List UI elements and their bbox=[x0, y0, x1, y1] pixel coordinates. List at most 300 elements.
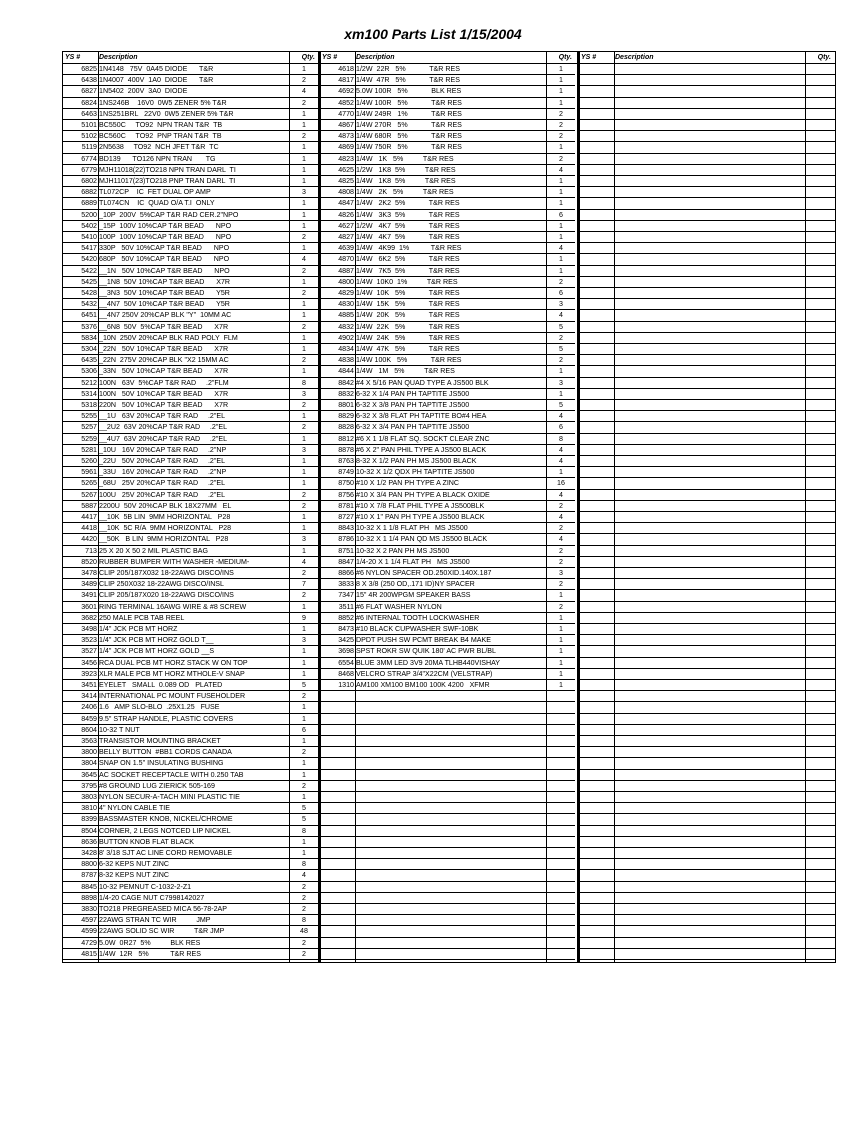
part-quantity: 1 bbox=[559, 266, 563, 275]
part-description: 10-32 X 1/2 QDX PH TAPTITE JS500 bbox=[356, 468, 475, 477]
table-row bbox=[63, 445, 318, 456]
table-row bbox=[579, 758, 836, 769]
part-description: 22AWG SOLID SC WIR T&R JMP bbox=[99, 927, 225, 936]
table-row bbox=[320, 579, 575, 590]
part-number: 4817 bbox=[338, 76, 354, 85]
part-number: 8504 bbox=[81, 826, 97, 835]
part-description: 10-32 X 2 PAN PH MS JS500 bbox=[356, 546, 450, 555]
table-row bbox=[320, 288, 575, 299]
column-header-qty: Qty. bbox=[301, 54, 315, 61]
column-header-ys: YS # bbox=[322, 54, 338, 61]
table-row bbox=[320, 389, 575, 400]
part-description: 2N5638 TO92 NCH JFET T&R TC bbox=[99, 143, 219, 152]
part-quantity: 1 bbox=[302, 703, 306, 712]
table-row bbox=[63, 120, 318, 131]
part-quantity: 1 bbox=[302, 345, 306, 353]
part-number: 4639 bbox=[338, 244, 354, 253]
part-quantity: 1 bbox=[559, 613, 563, 622]
part-number: 4823 bbox=[338, 154, 354, 163]
part-quantity: 2 bbox=[302, 423, 306, 432]
part-number: 5200 bbox=[81, 210, 97, 219]
table-row bbox=[320, 736, 575, 747]
part-description: 8-32 X 1/2 PAN PH MS JS500 BLACK bbox=[356, 457, 477, 465]
table-row bbox=[579, 691, 836, 702]
part-quantity: 1 bbox=[559, 681, 563, 689]
part-description: 25 X 20 X 50 2 MIL PLASTIC BAG bbox=[99, 546, 208, 555]
part-description: MJH11018(22)TO218 NPN TRAN DARL TI bbox=[99, 165, 236, 174]
table-row bbox=[579, 232, 836, 243]
part-number: 4599 bbox=[81, 927, 97, 936]
part-number: 5420 bbox=[81, 255, 97, 264]
part-quantity: 1 bbox=[302, 793, 306, 801]
table-row bbox=[579, 277, 836, 288]
part-number: 4852 bbox=[338, 98, 354, 107]
part-quantity: 1 bbox=[302, 770, 306, 779]
part-number: 5255 bbox=[81, 412, 97, 421]
part-number: 3682 bbox=[81, 613, 97, 622]
table-row bbox=[63, 378, 318, 389]
part-number: 4417 bbox=[81, 513, 97, 521]
part-quantity: 4 bbox=[559, 311, 563, 320]
part-number: 6825 bbox=[81, 65, 97, 73]
part-number: 4800 bbox=[338, 277, 354, 286]
part-description: 1/4W 100R 5% T&R RES bbox=[356, 98, 462, 107]
table-row bbox=[63, 602, 318, 613]
table-row bbox=[320, 198, 575, 209]
table-row bbox=[320, 366, 575, 377]
part-description: 6-32 X 3/4 PAN PH TAPTITE JS500 bbox=[356, 423, 470, 432]
table-row bbox=[579, 613, 836, 624]
table-row bbox=[579, 949, 836, 960]
part-number: 3527 bbox=[81, 647, 97, 656]
part-number: 5887 bbox=[81, 501, 97, 510]
part-description: _33N 50V 10%CAP T&R BEAD X7R bbox=[99, 367, 229, 376]
part-quantity: 7 bbox=[302, 580, 306, 589]
part-description: #8 GROUND LUG ZIERICK 505-169 bbox=[99, 781, 215, 790]
part-quantity: 8 bbox=[559, 434, 563, 443]
part-number: 8520 bbox=[81, 557, 97, 566]
table-row bbox=[320, 590, 575, 601]
part-description: TL072CP IC FET DUAL OP AMP bbox=[99, 188, 211, 197]
table-row bbox=[579, 803, 836, 814]
part-number: 6463 bbox=[81, 109, 97, 118]
part-quantity: 1 bbox=[302, 669, 306, 678]
part-description: 1NS246B 16V0 0W5 ZENER 5% T&R bbox=[99, 98, 227, 107]
part-description: 8' 3/18 SJT AC LINE CORD REMOVABLE bbox=[99, 849, 233, 857]
table-row bbox=[320, 344, 575, 355]
part-number: 8786 bbox=[338, 535, 354, 544]
table-row bbox=[320, 814, 575, 825]
table-row bbox=[320, 557, 575, 568]
part-quantity: 1 bbox=[302, 177, 306, 185]
table-row bbox=[320, 131, 575, 142]
table-row bbox=[63, 221, 318, 232]
part-description: 1/4W 20K 5% T&R RES bbox=[356, 311, 460, 320]
part-number: 5267 bbox=[81, 490, 97, 499]
part-quantity: 1 bbox=[559, 98, 563, 107]
table-row bbox=[320, 165, 575, 176]
part-quantity: 1 bbox=[302, 434, 306, 443]
table-row bbox=[320, 792, 575, 803]
part-number: 5417 bbox=[81, 244, 97, 253]
part-number: 3425 bbox=[338, 636, 354, 645]
part-number: 6438 bbox=[81, 76, 97, 85]
table-row bbox=[579, 870, 836, 881]
part-quantity: 1 bbox=[302, 468, 306, 477]
part-description: 1/4W 100K 5% T&R RES bbox=[356, 356, 462, 365]
part-number: 4808 bbox=[338, 188, 354, 197]
table-row bbox=[579, 176, 836, 187]
part-number: 2406 bbox=[81, 703, 97, 712]
part-quantity: 3 bbox=[302, 389, 306, 398]
part-quantity: 2 bbox=[302, 938, 306, 947]
table-row bbox=[320, 142, 575, 153]
part-description: 15" 4R 200WPGM SPEAKER BASS bbox=[356, 591, 471, 600]
part-description: __4N7 50V 10%CAP T&R BEAD Y5R bbox=[99, 300, 230, 309]
part-quantity: 1 bbox=[559, 199, 563, 208]
part-quantity: 8 bbox=[302, 378, 306, 387]
part-description: 1/4W 680R 5% T&R RES bbox=[356, 132, 462, 141]
table-row bbox=[63, 792, 318, 803]
part-number: 5318 bbox=[81, 401, 97, 409]
part-description: #6 NYLON SPACER OD.250XID.140X.187 bbox=[356, 569, 492, 577]
table-row bbox=[320, 176, 575, 187]
part-quantity: 1 bbox=[302, 221, 306, 230]
table-row bbox=[320, 859, 575, 870]
part-number: 5265 bbox=[81, 479, 97, 488]
part-quantity: 5 bbox=[302, 804, 306, 813]
table-row bbox=[579, 333, 836, 344]
part-description: 5.0W 0R27 5% BLK RES bbox=[99, 938, 201, 947]
part-description: 4" NYLON CABLE TIE bbox=[99, 804, 170, 813]
part-quantity: 3 bbox=[559, 569, 563, 577]
table-row bbox=[63, 635, 318, 646]
part-quantity: 2 bbox=[559, 546, 563, 555]
part-description: SPST ROKR SW QUIK 180' AC PWR BL/BL bbox=[356, 647, 496, 656]
table-row bbox=[63, 411, 318, 422]
part-quantity: 16 bbox=[557, 479, 565, 488]
part-quantity: 1 bbox=[559, 636, 563, 645]
part-number: 6435 bbox=[81, 356, 97, 365]
table-row bbox=[320, 310, 575, 321]
part-description: #4 X 5/16 PAN QUAD TYPE A JS500 BLK bbox=[356, 378, 489, 387]
table-row bbox=[579, 64, 836, 75]
part-quantity: 1 bbox=[559, 143, 563, 152]
part-quantity: 6 bbox=[559, 289, 563, 297]
part-number: 4825 bbox=[338, 177, 354, 185]
part-quantity: 1 bbox=[302, 244, 306, 253]
table-row bbox=[579, 557, 836, 568]
part-quantity: 1 bbox=[302, 513, 306, 521]
table-row bbox=[320, 75, 575, 86]
table-row bbox=[320, 445, 575, 456]
part-number: 8751 bbox=[338, 546, 354, 555]
part-description: 1/4-20 CAGE NUT C7998142027 bbox=[99, 893, 205, 902]
part-number: 5260 bbox=[81, 457, 97, 465]
part-number: 3511 bbox=[338, 602, 354, 611]
part-number: 8829 bbox=[338, 412, 354, 421]
part-number: 4844 bbox=[338, 367, 354, 376]
part-description: 6-32 X 3/8 FLAT PH TAPTITE BO#4 HEA bbox=[356, 412, 487, 421]
part-description: DPDT PUSH SW PCMT BREAK B4 MAKE bbox=[356, 636, 491, 645]
part-number: 3498 bbox=[81, 625, 97, 633]
table-row bbox=[63, 579, 318, 590]
table-row bbox=[579, 490, 836, 501]
table-row bbox=[63, 254, 318, 265]
table-row bbox=[63, 288, 318, 299]
table-row bbox=[63, 210, 318, 221]
part-description: 1/2W 1K8 5% T&R RES bbox=[356, 165, 456, 174]
part-number: 7347 bbox=[338, 591, 354, 600]
table-row bbox=[579, 411, 836, 422]
part-number: 8852 bbox=[338, 613, 354, 622]
table-row bbox=[320, 870, 575, 881]
part-description: #6 INTERNAL TOOTH LOCKWASHER bbox=[356, 613, 480, 622]
table-row bbox=[63, 624, 318, 635]
part-number: 8604 bbox=[81, 725, 97, 734]
table-row bbox=[63, 613, 318, 624]
part-quantity: 2 bbox=[559, 132, 563, 141]
table-row bbox=[320, 602, 575, 613]
table-row bbox=[579, 926, 836, 937]
part-number: 8636 bbox=[81, 837, 97, 846]
part-quantity: 1 bbox=[559, 255, 563, 264]
table-row bbox=[320, 680, 575, 691]
part-description: __4N7 250V 20%CAP BLK "Y" 10MM AC bbox=[99, 311, 232, 320]
part-description: 1/4" JCK PCB MT HORZ bbox=[99, 625, 178, 633]
part-description: __1N8 50V 10%CAP T&R BEAD X7R bbox=[99, 277, 231, 286]
part-quantity: 2 bbox=[559, 154, 563, 163]
part-quantity: 1 bbox=[302, 625, 306, 633]
part-quantity: 1 bbox=[302, 457, 306, 465]
table-row bbox=[579, 512, 836, 523]
part-number: 3833 bbox=[338, 580, 354, 589]
table-row bbox=[320, 904, 575, 915]
table-row bbox=[320, 378, 575, 389]
part-description: 1/4W 47K 5% T&R RES bbox=[356, 345, 460, 353]
table-row bbox=[63, 658, 318, 669]
part-quantity: 4 bbox=[302, 871, 306, 880]
part-description: 1/4W 12R 5% T&R RES bbox=[99, 949, 201, 958]
table-row bbox=[320, 747, 575, 758]
table-row bbox=[579, 882, 836, 893]
part-description: _68U 25V 20%CAP T&R RAD .2"EL bbox=[99, 479, 226, 488]
parts-table bbox=[62, 51, 836, 963]
part-quantity: 1 bbox=[302, 837, 306, 846]
part-number: 1310 bbox=[338, 681, 354, 689]
part-quantity: 4 bbox=[559, 445, 563, 454]
part-quantity: 6 bbox=[302, 725, 306, 734]
table-row bbox=[579, 747, 836, 758]
part-description: TL074CN IC QUAD O/A T.I ONLY bbox=[99, 199, 215, 208]
table-row bbox=[320, 938, 575, 949]
table-row bbox=[579, 478, 836, 489]
table-row bbox=[63, 725, 318, 736]
part-number: 4834 bbox=[338, 345, 354, 353]
table-row bbox=[579, 725, 836, 736]
part-quantity: 4 bbox=[559, 513, 563, 521]
part-number: 4902 bbox=[338, 333, 354, 342]
part-number: 8812 bbox=[338, 434, 354, 443]
table-row bbox=[320, 98, 575, 109]
table-row bbox=[320, 434, 575, 445]
part-number: 6802 bbox=[81, 177, 97, 185]
part-quantity: 2 bbox=[559, 356, 563, 365]
table-row bbox=[579, 814, 836, 825]
table-row bbox=[320, 490, 575, 501]
part-number: 8756 bbox=[338, 490, 354, 499]
table-row bbox=[320, 467, 575, 478]
table-row bbox=[579, 590, 836, 601]
part-quantity: 4 bbox=[559, 244, 563, 253]
table-row bbox=[320, 299, 575, 310]
table-row bbox=[579, 254, 836, 265]
part-quantity: 1 bbox=[559, 389, 563, 398]
table-row bbox=[320, 109, 575, 120]
part-quantity: 1 bbox=[302, 714, 306, 723]
part-number: 4838 bbox=[338, 356, 354, 365]
table-row bbox=[63, 490, 318, 501]
part-quantity: 4 bbox=[302, 255, 306, 264]
table-row bbox=[320, 714, 575, 725]
part-description: RCA DUAL PCB MT HORZ STACK W ON TOP bbox=[99, 658, 248, 667]
table-row bbox=[320, 624, 575, 635]
part-description: BLUE 3MM LED 3V9 20MA TLHB440VISHAY bbox=[356, 658, 501, 667]
part-number: 3923 bbox=[81, 669, 97, 678]
part-number: 8847 bbox=[338, 557, 354, 566]
table-row bbox=[320, 210, 575, 221]
part-number: 8800 bbox=[81, 860, 97, 869]
table-row bbox=[320, 322, 575, 333]
part-number: 6451 bbox=[81, 311, 97, 320]
table-row bbox=[320, 400, 575, 411]
table-row bbox=[579, 467, 836, 478]
part-quantity: 2 bbox=[302, 322, 306, 331]
table-row bbox=[320, 882, 575, 893]
table-row bbox=[579, 635, 836, 646]
table-row bbox=[63, 109, 318, 120]
table-row bbox=[320, 534, 575, 545]
part-number: 4770 bbox=[338, 109, 354, 118]
part-description: MJH11017(23)TO218 PNP TRAN DARL TI bbox=[99, 177, 236, 185]
table-row bbox=[63, 859, 318, 870]
part-number: 8459 bbox=[81, 714, 97, 723]
table-row bbox=[63, 904, 318, 915]
part-description: EYELET SMALL 0.089 OD PLATED bbox=[99, 681, 223, 689]
part-description: BD139 TO126 NPN TRAN TG bbox=[99, 154, 216, 163]
part-description: 10-32 T NUT bbox=[99, 725, 140, 734]
table-row bbox=[63, 142, 318, 153]
part-description: 1/4W 249R 1% T&R RES bbox=[356, 109, 462, 118]
table-row bbox=[63, 422, 318, 433]
table-row bbox=[320, 355, 575, 366]
table-row bbox=[579, 501, 836, 512]
part-quantity: 1 bbox=[302, 759, 306, 768]
table-row bbox=[579, 534, 836, 545]
table-row bbox=[320, 187, 575, 198]
part-number: 6882 bbox=[81, 188, 97, 197]
part-quantity: 1 bbox=[302, 154, 306, 163]
table-row bbox=[63, 165, 318, 176]
part-number: 8763 bbox=[338, 457, 354, 465]
table-row bbox=[63, 512, 318, 523]
table-row bbox=[320, 523, 575, 534]
part-description: __1U 63V 20%CAP T&R RAD .2"EL bbox=[99, 412, 226, 421]
part-quantity: 4 bbox=[559, 165, 563, 174]
part-quantity: 2 bbox=[559, 277, 563, 286]
table-row bbox=[320, 512, 575, 523]
part-number: 8845 bbox=[81, 882, 97, 891]
table-row bbox=[320, 243, 575, 254]
table-row bbox=[63, 926, 318, 937]
part-quantity: 3 bbox=[302, 188, 306, 197]
table-row bbox=[63, 949, 318, 960]
part-number: 4420 bbox=[81, 535, 97, 544]
part-quantity: 2 bbox=[302, 569, 306, 577]
part-number: 8801 bbox=[338, 401, 354, 409]
part-quantity: 2 bbox=[302, 501, 306, 510]
part-description: 100N 50V 10%CAP T&R BEAD X7R bbox=[99, 389, 229, 398]
table-row bbox=[63, 154, 318, 165]
part-quantity: 1 bbox=[559, 647, 563, 656]
table-row bbox=[579, 310, 836, 321]
part-quantity: 1 bbox=[302, 333, 306, 342]
part-description: CORNER, 2 LEGS NOTCED LIP NICKEL bbox=[99, 826, 231, 835]
part-number: 4887 bbox=[338, 266, 354, 275]
table-row bbox=[63, 310, 318, 321]
part-description: INTERNATIONAL PC MOUNT FUSEHOLDER bbox=[99, 692, 246, 701]
part-number: 8878 bbox=[338, 445, 354, 454]
part-description: 220N 50V 10%CAP T&R BEAD X7R bbox=[99, 401, 229, 409]
part-description: _15P 100V 10%CAP T&R BEAD NPO bbox=[99, 221, 232, 230]
part-description: 10-32 PEMNUT C-1032-2-Z1 bbox=[99, 882, 192, 891]
part-description: 10-32 X 1 1/4 PAN QD MS JS500 BLACK bbox=[356, 535, 488, 544]
part-number: 5101 bbox=[81, 121, 97, 129]
part-description: 250 MALE PCB TAB REEL bbox=[99, 613, 185, 622]
part-number: 5314 bbox=[81, 389, 97, 398]
table-row bbox=[320, 411, 575, 422]
table-row bbox=[320, 232, 575, 243]
part-description: 1/4W 4K99 1% T&R RES bbox=[356, 244, 462, 253]
table-row bbox=[63, 770, 318, 781]
table-row bbox=[63, 590, 318, 601]
part-description: CLIP 205/187X020 18-22AWG DISCO/INS bbox=[99, 591, 234, 600]
part-number: 4869 bbox=[338, 143, 354, 152]
table-row bbox=[63, 400, 318, 411]
table-row bbox=[320, 646, 575, 657]
part-quantity: 1 bbox=[302, 277, 306, 286]
part-quantity: 1 bbox=[302, 143, 306, 152]
table-row bbox=[579, 378, 836, 389]
table-row bbox=[63, 546, 318, 557]
part-quantity: 1 bbox=[302, 849, 306, 857]
part-number: 4847 bbox=[338, 199, 354, 208]
part-number: 5376 bbox=[81, 322, 97, 331]
part-description: #10 BLACK CUPWASHER SWF-10BK bbox=[356, 625, 479, 633]
part-quantity: 4 bbox=[559, 490, 563, 499]
part-number: 3478 bbox=[81, 569, 97, 577]
table-row bbox=[579, 221, 836, 232]
table-row bbox=[579, 299, 836, 310]
part-number: 4625 bbox=[338, 165, 354, 174]
part-description: #6 FLAT WASHER NYLON bbox=[356, 602, 442, 611]
part-number: 6827 bbox=[81, 87, 97, 96]
part-quantity: 2 bbox=[559, 557, 563, 566]
table-row bbox=[579, 893, 836, 904]
part-description: 1NS251BRL 22V0 0W5 ZENER 5% T&R bbox=[99, 109, 234, 118]
part-quantity: 2 bbox=[302, 748, 306, 757]
part-description: 1/4W 1M 5% T&R RES bbox=[356, 367, 455, 376]
